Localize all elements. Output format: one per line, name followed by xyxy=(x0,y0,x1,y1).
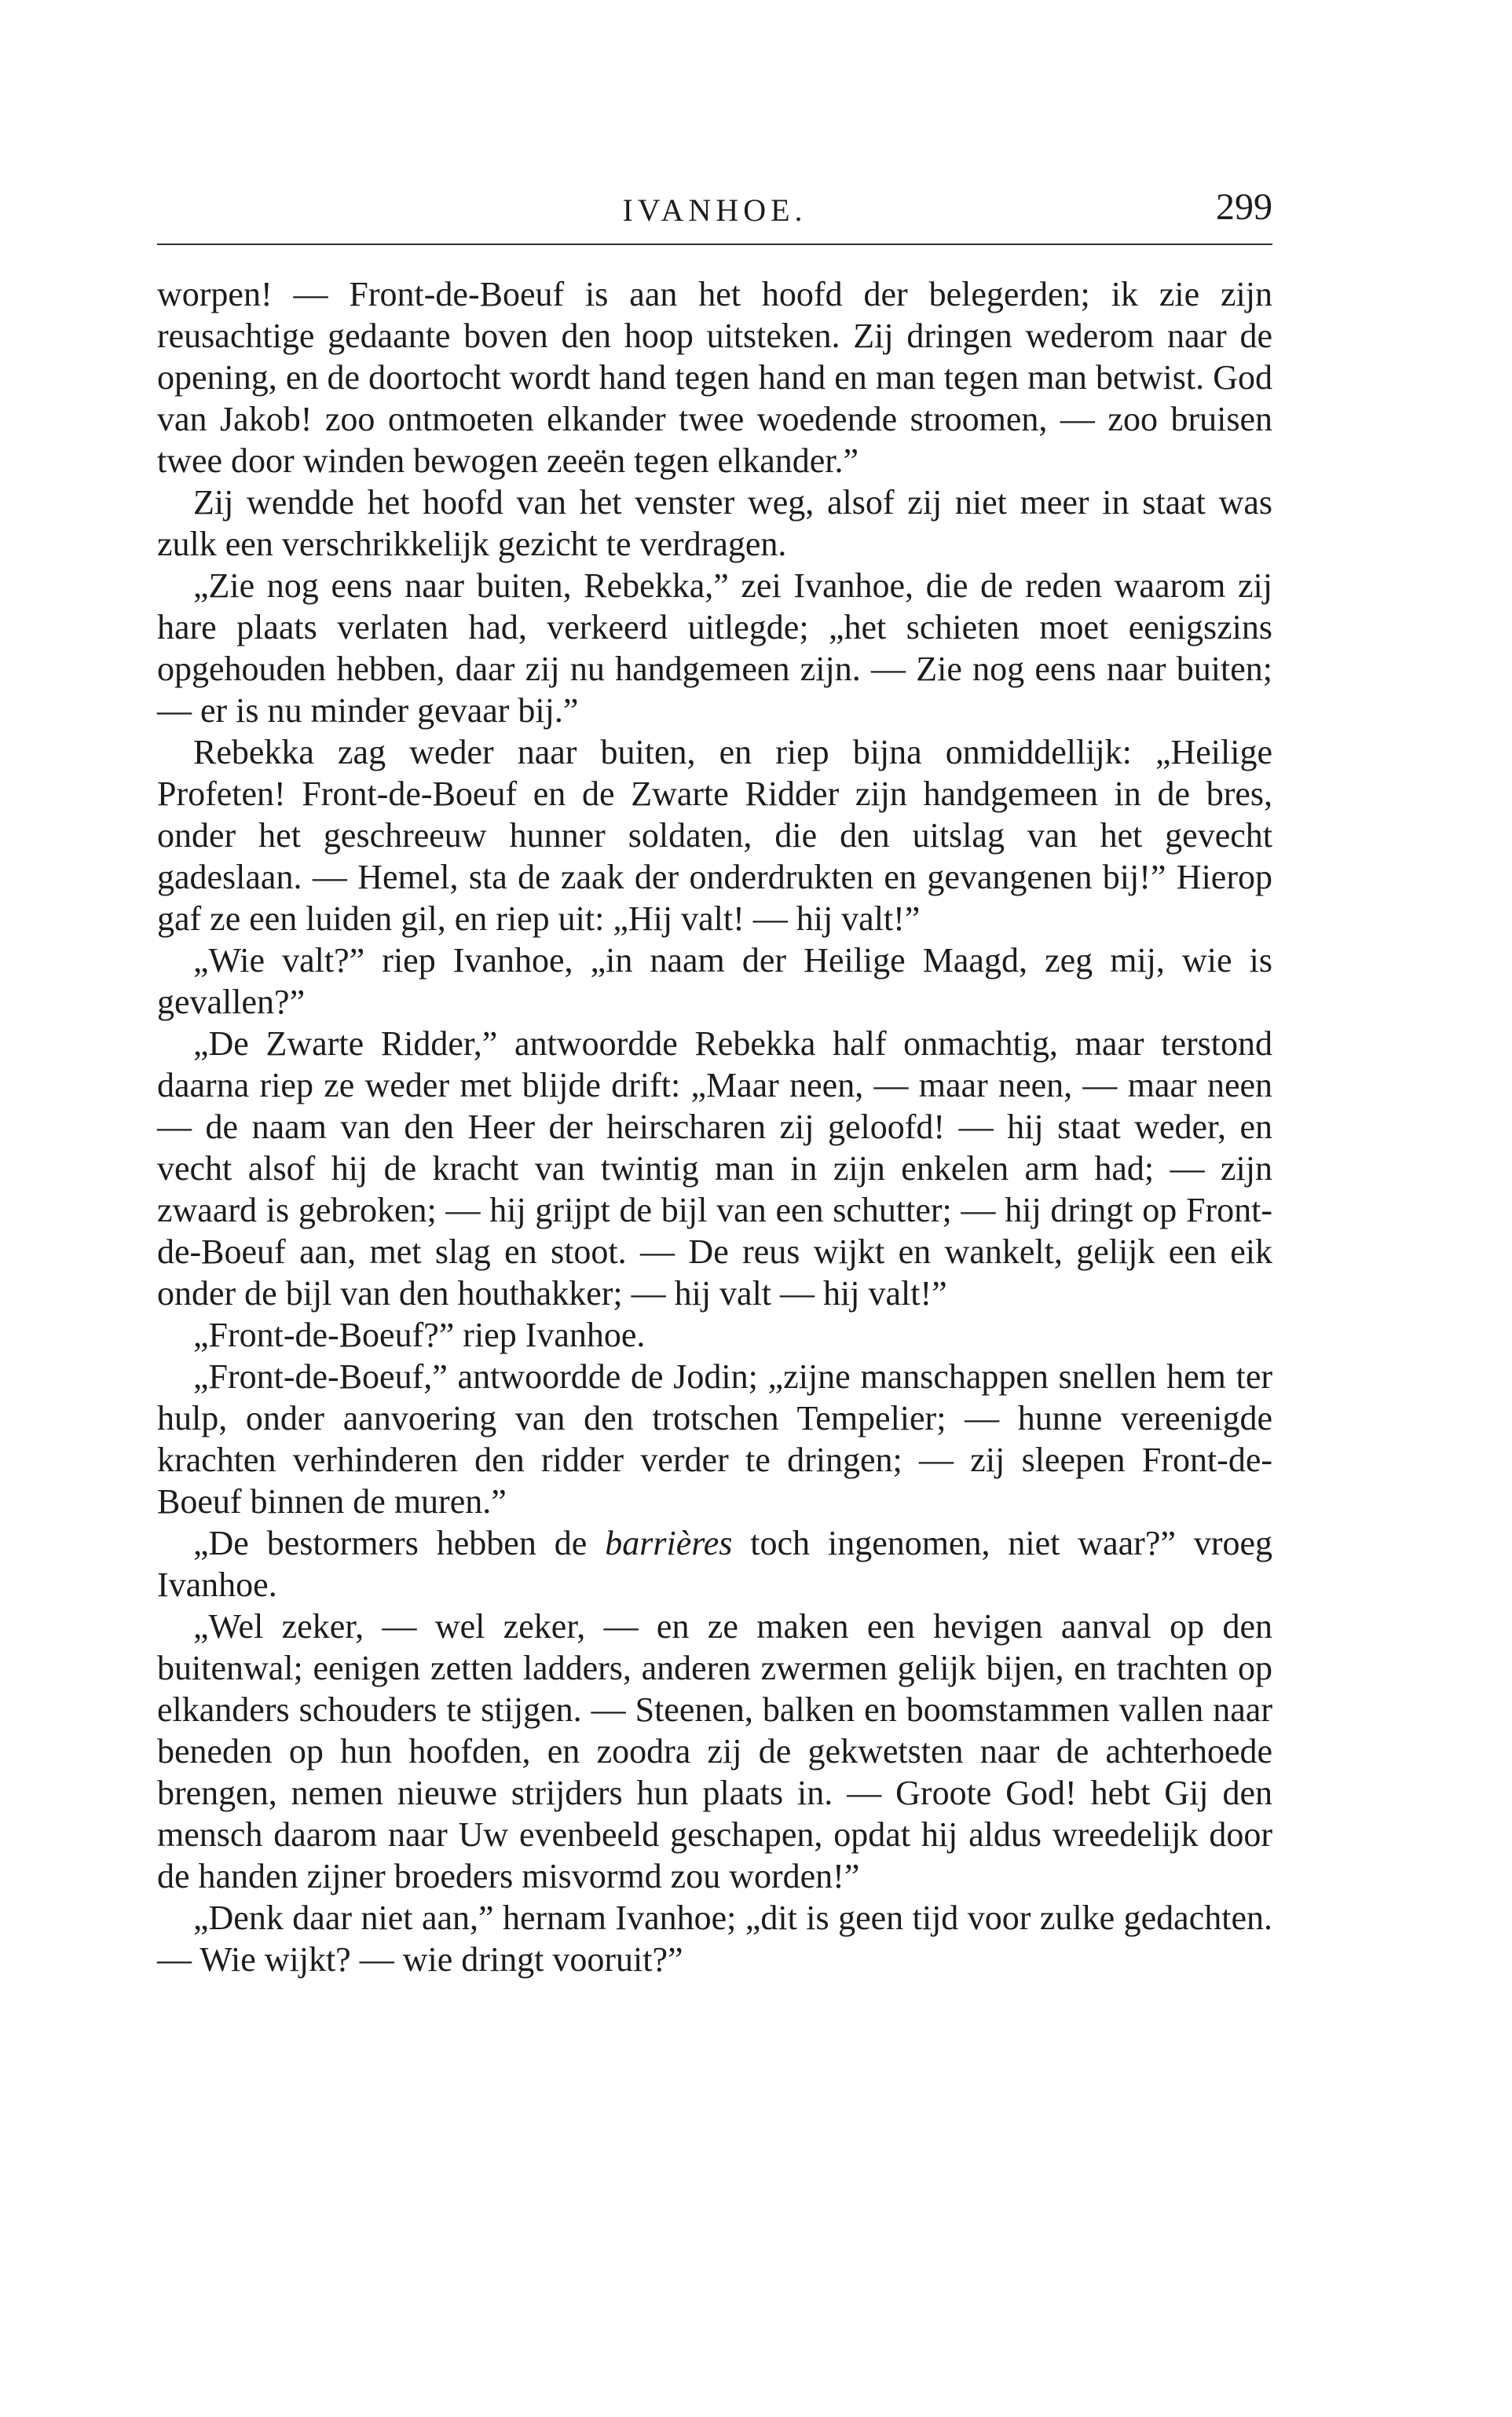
paragraph: „De Zwarte Ridder,” antwoordde Rebekka half onmachtig, maar terstond daarna riep ze weder met blijde drift: „Maar neen, — maar neen, — maar neen — de naam van den Heer der heirscharen zij geloofd! — hij staat weder, en vecht alsof hij de kracht van twintig man in zijn enkelen arm had; — zijn zwaard is gebroken; — hij grijpt de bijl van een schutter; — hij dringt op Front-de-Boeuf aan, met slag en stoot. — De reus wijkt en wankelt, gelijk een eik onder de bijl van den houthakker; — hij valt — hij valt!” xyxy=(157,1024,1272,1313)
running-title: IVANHOE. xyxy=(622,192,807,228)
paragraph-text: „De bestormers hebben de xyxy=(193,1524,606,1562)
paragraph: „Front-de-Boeuf?” riep Ivanhoe. xyxy=(193,1316,646,1354)
paragraph: „Wel zeker, — wel zeker, — en ze maken een hevigen aanval op den buitenwal; eenigen zetten ladders, anderen zwermen gelijk bijen, en trachten op elkanders schouders te stijgen. — Steenen, balken en boomstammen vallen naar beneden op hun hoofden, en zoodra zij de gekwetsten naar de achterhoede brengen, nemen nieuwe strijders hun plaats in. — Groote God! hebt Gij den mensch daarom naar Uw evenbeeld geschapen, opdat hij aldus wreedelijk door de handen zijner broeders misvormd zou worden!” xyxy=(157,1607,1272,1895)
italic-word: barrières xyxy=(605,1524,733,1562)
paragraph: „Front-de-Boeuf,” antwoordde de Jodin; „zijne manschappen snellen hem ter hulp, onder aanvoering van den trotschen Tempelier; — hunne vereenigde krachten verhinderen den ridder verder te dringen; — zij sleepen Front-de-Boeuf binnen de muren.” xyxy=(157,1357,1272,1521)
paragraph: „Wie valt?” riep Ivanhoe, „in naam der Heilige Maagd, zeg mij, wie is gevallen?” xyxy=(157,941,1272,1021)
paragraph: worpen! — Front-de-Boeuf is aan het hoofd der belegerden; ik zie zijn reusachtige gedaante boven den hoop uitsteken. Zij dringen wederom naar de opening, en de doortocht wordt hand tegen hand en man tegen man betwist. God van Jakob! zoo ontmoeten elkander twee woedende stroomen, — zoo bruisen twee door winden bewogen zeeën tegen elkander.” xyxy=(157,275,1272,480)
paragraph: „Denk daar niet aan,” hernam Ivanhoe; „dit is geen tijd voor zulke gedachten. — Wie wijkt? — wie dringt vooruit?” xyxy=(157,1899,1272,1979)
paragraph: Rebekka zag weder naar buiten, en riep bijna onmiddellijk: „Heilige Profeten! Front-de-Boeuf en de Zwarte Ridder zijn handgemeen in de bres, onder het geschreeuw hunner soldaten, die den uitslag van het gevecht gadeslaan. — Hemel, sta de zaak der onderdrukten en gevangenen bij!” Hierop gaf ze een luiden gil, en riep uit: „Hij valt! — hij valt!” xyxy=(157,733,1272,938)
paragraph: Zij wendde het hoofd van het venster weg, alsof zij niet meer in staat was zulk een verschrikkelijk gezicht te verdragen. xyxy=(157,483,1272,563)
body-text xyxy=(157,273,1272,1980)
paragraph-text: toch ingenomen, niet waar?” vroeg Ivanhoe. xyxy=(157,1524,1273,1604)
running-header xyxy=(157,185,1272,240)
page-number: 299 xyxy=(1216,186,1272,228)
paragraph: „Zie nog eens naar buiten, Rebekka,” zei Ivanhoe, die de reden waarom zij hare plaats verlaten had, verkeerd uitlegde; „het schieten moet eenigszins opgehouden hebben, daar zij nu handgemeen zijn. — Zie nog eens naar buiten; — er is nu minder gevaar bij.” xyxy=(157,566,1272,730)
paragraph xyxy=(157,1522,1272,1606)
header-rule xyxy=(157,244,1272,245)
